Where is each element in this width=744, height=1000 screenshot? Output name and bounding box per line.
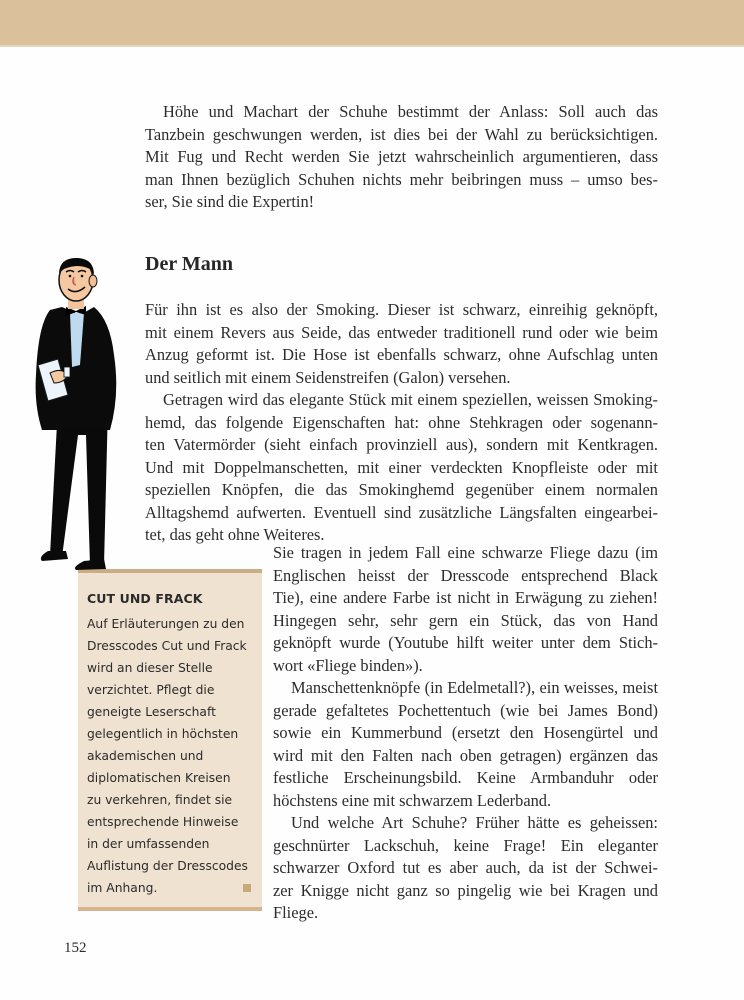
paragraph-3 bbox=[273, 542, 658, 677]
sidebar-line: in der umfassenden bbox=[87, 837, 210, 851]
end-square-icon bbox=[243, 884, 251, 892]
right-shoe bbox=[75, 559, 106, 570]
text-line: geschnürter Lackschuh, keine Frage! Ein eleganter bbox=[273, 835, 658, 855]
text-line: gerade gefaltetes Pochettentuch (wie bei James Bond) bbox=[273, 700, 658, 720]
sidebar-box bbox=[78, 569, 262, 911]
text-line: Sie tragen in jedem Fall eine schwarze Fliege dazu (im bbox=[273, 543, 658, 562]
text-line: Tie), eine andere Farbe ist nicht in Erwägung zu ziehen! bbox=[273, 588, 658, 607]
text-line: Mit Fug und Recht werden Sie jetzt wahrscheinlich argumentieren, dass bbox=[145, 147, 658, 166]
section-heading: Der Mann bbox=[145, 253, 233, 275]
paragraph-1 bbox=[145, 299, 658, 389]
text-line: festliche Erscheinungsbild. Keine Armbanduhr oder bbox=[273, 768, 658, 787]
ear bbox=[89, 275, 97, 287]
sidebar-line: akademischen und bbox=[87, 749, 204, 763]
sidebar-line: Dresscodes Cut und Frack bbox=[87, 639, 247, 653]
text-line: Fliege. bbox=[273, 903, 319, 922]
text-line: Höhe und Machart der Schuhe bestimmt der Anlass: Soll auch das bbox=[163, 102, 658, 121]
sidebar-line: verzichtet. Pflegt die bbox=[87, 683, 215, 697]
text-line: Anzug geformt ist. Die Hose ist ebenfalls schwarz, ohne Aufschlag unten bbox=[145, 345, 658, 364]
intro-paragraph bbox=[145, 101, 658, 214]
paragraph-5 bbox=[273, 812, 658, 925]
text-line: schwarzer Oxford tut es aber auch, da ist der Schwei- bbox=[273, 858, 658, 877]
sidebar-line: entsprechende Hinweise bbox=[87, 815, 239, 829]
paragraph-4 bbox=[273, 677, 658, 812]
text-line: man Ihnen bezüglich Schuhen nichts mehr beibringen muss – umso bes- bbox=[145, 169, 658, 189]
sidebar-title: CUT UND FRACK bbox=[87, 591, 203, 606]
header-band bbox=[0, 0, 744, 47]
text-line: wird mit den Falten nach oben getragen) ergänzen das bbox=[273, 745, 658, 765]
sidebar-line: wird an dieser Stelle bbox=[87, 661, 213, 675]
man-in-tuxedo-icon bbox=[28, 255, 138, 570]
sidebar-line: geneigte Leserschaft bbox=[87, 705, 216, 719]
text-line: Getragen wird das elegante Stück mit einem speziellen, weissen Smoking- bbox=[163, 390, 658, 409]
sidebar-body bbox=[87, 613, 259, 899]
sidebar-line: gelegentlich in höchsten bbox=[87, 727, 239, 741]
paragraph-2 bbox=[145, 389, 658, 547]
sidebar-line: zu verkehren, findet sie bbox=[87, 793, 233, 807]
sidebar-line: Auflistung der Dresscodes bbox=[87, 859, 248, 873]
text-line: Und welche Art Schuhe? Früher hätte es geheissen: bbox=[291, 813, 658, 832]
text-line: sowie ein Kummerbund (ersetzt den Hosengürtel und bbox=[273, 723, 658, 742]
text-line: tet, das geht ohne Weiteres. bbox=[145, 525, 325, 544]
text-line: Englischen heisst der Dresscode entsprechend Black bbox=[273, 565, 658, 585]
sidebar-line: Auf Erläuterungen zu den bbox=[87, 617, 245, 631]
text-line: zer Knigge nicht ganz so pingelig wie bei Kragen und bbox=[273, 880, 658, 900]
text-line: geknöpft wurde (Youtube hilft weiter unter dem Stich- bbox=[273, 633, 658, 652]
text-line: mit einem Revers aus Seide, das entweder traditionell rund oder wie beim bbox=[145, 322, 658, 342]
text-line: ten Vatermörder (sieht einfach provinziell aus), sondern mit Kentkragen. bbox=[145, 435, 658, 454]
page-number: 152 bbox=[64, 940, 87, 956]
section-body-upper bbox=[145, 299, 658, 547]
text-line: speziellen Knöpfen, die das Smokinghemd gegenüber einem normalen bbox=[145, 480, 658, 499]
text-line: wort «Fliege binden»). bbox=[273, 655, 423, 675]
section-body-lower bbox=[273, 542, 658, 925]
text-line: Und mit Doppelmanschetten, mit einer verdeckten Knopfleiste oder mit bbox=[145, 457, 658, 477]
text-line: Hingegen sehr, sehr gern ein Stück, das von Hand bbox=[273, 610, 658, 630]
text-line: Manschettenknöpfe (in Edelmetall?), ein weisses, meist bbox=[291, 678, 658, 697]
sidebar-line: diplomatischen Kreisen bbox=[87, 771, 231, 785]
text-line: und seitlich mit einem Seidenstreifen (Galon) versehen. bbox=[145, 367, 511, 387]
left-shoe bbox=[41, 551, 68, 561]
text-line: Für ihn ist es also der Smoking. Dieser ist schwarz, einreihig geknöpft, bbox=[145, 300, 658, 319]
text-line: ser, Sie sind die Expertin! bbox=[145, 192, 315, 211]
sidebar-line: im Anhang. bbox=[87, 881, 158, 895]
text-line: Tanzbein geschwungen werden, ist dies bei der Wahl zu berücksichtigen. bbox=[145, 124, 658, 144]
text-line: höchstens eine mit schwarzem Lederband. bbox=[273, 790, 552, 810]
text-line: Alltagshemd aufwerten. Eventuell sind zusätzliche Längsfalten eingearbei- bbox=[145, 502, 658, 522]
text-line: hemd, das folgende Eigenschaften hat: ohne Stehkragen oder sogenann- bbox=[145, 412, 658, 432]
